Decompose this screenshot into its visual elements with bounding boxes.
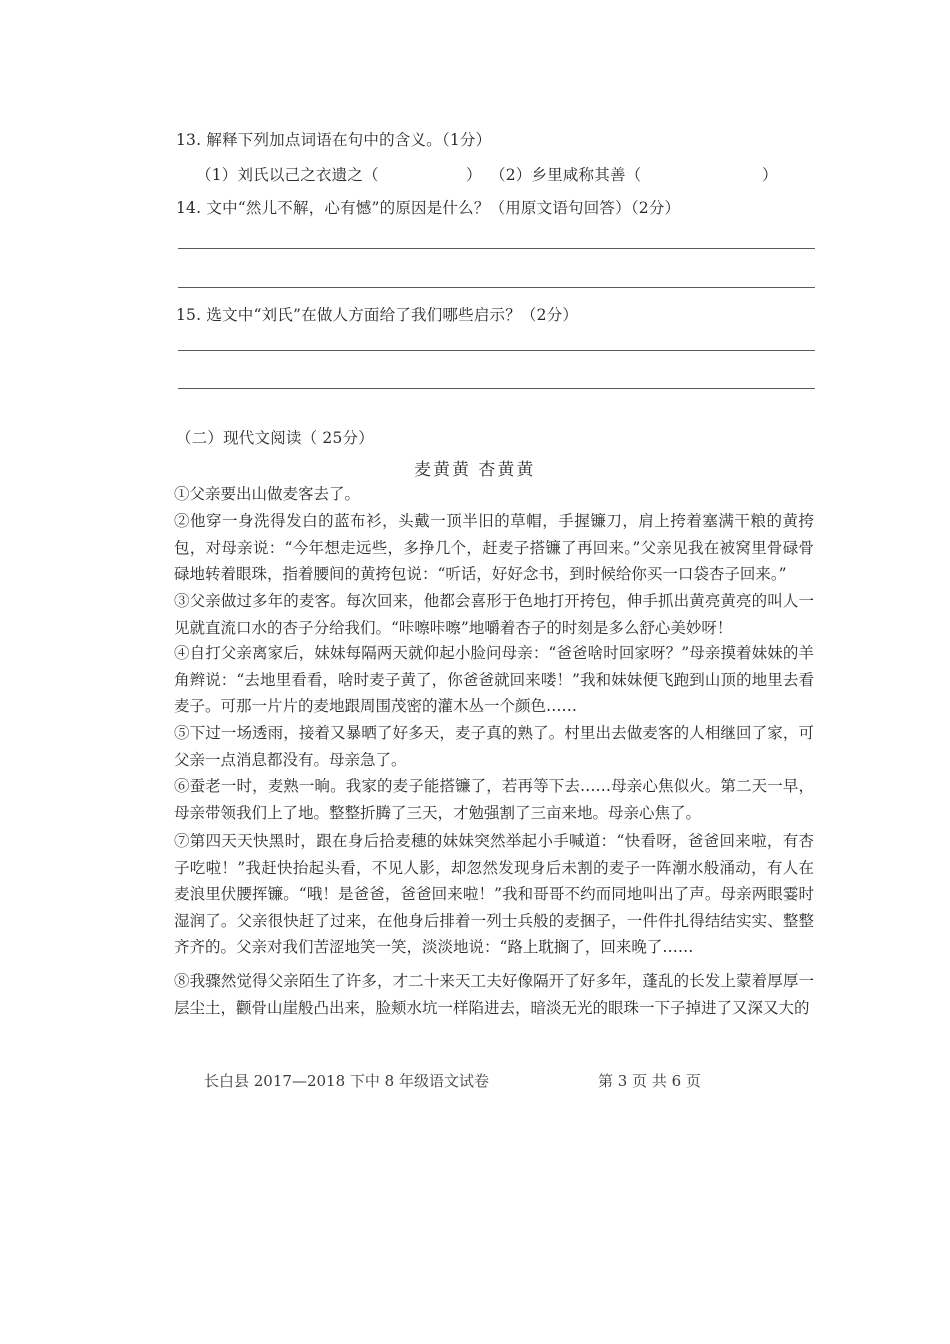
question-13: 13. 解释下列加点词语在句中的含义。（1分） [176, 131, 492, 149]
answer-line [178, 388, 815, 389]
answer-line [178, 248, 815, 249]
question-13-item-2: （2）乡里咸称其善（ [490, 166, 642, 184]
paragraph: ①父亲要出山做麦客去了。 [174, 485, 361, 503]
paragraph: ⑧我骤然觉得父亲陌生了许多，才二十来天工夫好像隔开了好多年，蓬乱的长发上蒙着厚厚一层尘土，颧骨山崖般凸出来，脸颊水坑一样陷进去，暗淡无光的眼珠一下子掉进了又深又大的 [174, 972, 814, 1017]
question-13-item-1: （1）刘氏以己之衣遗之（ [196, 166, 379, 184]
footer-page-number: 第 3 页 共 6 页 [598, 1072, 701, 1090]
paragraph: ③父亲做过多年的麦客。每次回来，他都会喜形于色地打开挎包，伸手抓出黄亮黄亮的叫人一见就直流口水的杏子分给我们。“咔嚓咔嚓”地嚼着杏子的时刻是多么舒心美妙呀！ [174, 592, 814, 637]
paragraph: ⑥蚕老一时，麦熟一晌。我家的麦子能搭镰了，若再等下去……母亲心焦似火。第二天一早，母亲带领我们上了地。整整折腾了三天，才勉强割了三亩来地。母亲心焦了。 [174, 777, 814, 822]
question-15: 15. 选文中“刘氏”在做人方面给了我们哪些启示？（2分） [176, 306, 579, 324]
footer-exam-title: 长白县 2017—2018 下中 8 年级语文试卷 [204, 1072, 489, 1090]
section-heading: （二）现代文阅读（ 25分） [176, 429, 374, 447]
paragraph: ⑦第四天天快黑时，跟在身后拾麦穗的妹妹突然举起小手喊道：“快看呀，爸爸回来啦，有杏子吃啦！”我赶快抬起头看，不见人影，却忽然发现身后未割的麦子一阵潮水般涌动，有人在麦浪里伏腰挥镰。“哦！是爸爸，爸爸回来啦！”我和哥哥不约而同地叫出了声。母亲两眼霎时湿润了。父亲很快赶了过来，在他身后排着一列士兵般的麦捆子，一件件扎得结结实实、整整齐齐的。父亲对我们苦涩地笑一笑，淡淡地说：“路上耽搁了，回来晚了…… [174, 832, 814, 956]
paragraph: ⑤下过一场透雨，接着又暴晒了好多天，麦子真的熟了。村里出去做麦客的人相继回了家，可父亲一点消息都没有。母亲急了。 [174, 724, 814, 769]
article-title: 麦黄黄 杏黄黄 [414, 460, 536, 480]
question-13-item-1-close: ） [466, 166, 482, 184]
answer-line [178, 287, 815, 288]
answer-line [178, 350, 815, 351]
question-13-item-2-close: ） [762, 166, 778, 184]
question-14: 14. 文中“然儿不解，心有憾”的原因是什么？（用原文语句回答）（2分） [176, 199, 681, 217]
paragraph: ②他穿一身洗得发白的蓝布衫，头戴一顶半旧的草帽，手握镰刀，肩上挎着塞满干粮的黄挎包，对母亲说：“今年想走远些，多挣几个，赶麦子搭镰了再回来。”父亲见我在被窝里骨碌骨碌地转着眼珠，指着腰间的黄挎包说：“听话，好好念书，到时候给你买一口袋杏子回来。” [174, 512, 814, 583]
paragraph: ④自打父亲离家后，妹妹每隔两天就仰起小脸问母亲：“爸爸啥时回家呀？”母亲摸着妹妹的羊角辫说：“去地里看看，啥时麦子黄了，你爸爸就回来喽！”我和妹妹便飞跑到山顶的地里去看麦子。可那一片片的麦地跟周围茂密的灌木丛一个颜色…… [174, 644, 814, 715]
